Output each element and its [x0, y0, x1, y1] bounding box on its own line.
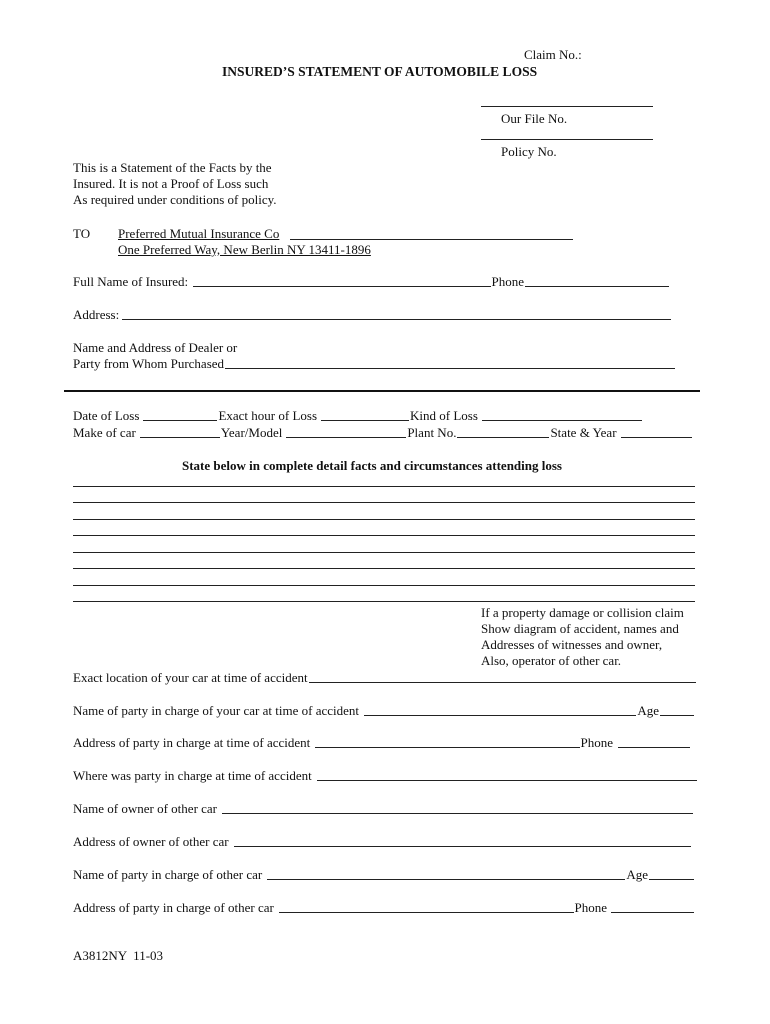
form-title: INSURED’S STATEMENT OF AUTOMOBILE LOSS: [222, 64, 538, 79]
address-row: [73, 307, 672, 323]
details-line-5[interactable]: [73, 552, 695, 553]
party-where-label: Where was party in charge at time of accident: [73, 768, 312, 783]
date-of-loss-field[interactable]: [143, 408, 217, 421]
kind-of-loss-field[interactable]: [482, 408, 642, 421]
insurer-name: Preferred Mutual Insurance Co: [118, 226, 280, 241]
to-label: TO: [73, 226, 91, 241]
party-phone-label: Phone: [580, 735, 613, 750]
party-address-label: Address of party in charge at time of accident: [73, 735, 311, 750]
plant-number-field[interactable]: [457, 425, 549, 438]
dealer-row: [73, 356, 676, 372]
form-code: A3812NY 11-03: [73, 948, 164, 963]
details-line-3[interactable]: [73, 519, 695, 520]
claim-number-label: Claim No.:: [524, 47, 582, 62]
address-label: Address:: [73, 307, 120, 322]
location-label: Exact location of your car at time of accident: [73, 670, 308, 685]
details-line-1[interactable]: [73, 486, 695, 487]
disclaimer-line-3: As required under conditions of policy.: [73, 192, 277, 207]
diagram-note-line-3: Addresses of witnesses and owner,: [481, 637, 663, 652]
make-of-car-field[interactable]: [140, 425, 220, 438]
date-of-loss-label: Date of Loss: [73, 408, 140, 423]
exact-hour-field[interactable]: [321, 408, 409, 421]
party-name-field[interactable]: [364, 703, 636, 716]
other-owner-address-label: Address of owner of other car: [73, 834, 229, 849]
other-owner-name-row: [73, 801, 694, 817]
details-line-4[interactable]: [73, 535, 695, 536]
diagram-note-line-4: Also, operator of other car.: [481, 653, 622, 668]
location-row: [73, 670, 697, 686]
party-address-row: [73, 735, 691, 751]
other-owner-address-field[interactable]: [234, 834, 691, 847]
other-party-name-field[interactable]: [267, 867, 625, 880]
other-owner-name-field[interactable]: [222, 801, 693, 814]
party-name-row: [73, 703, 695, 719]
year-model-label: Year/Model: [220, 425, 283, 440]
other-party-name-label: Name of party in charge of other car: [73, 867, 263, 882]
other-phone-label: Phone: [574, 900, 607, 915]
party-address-field[interactable]: [315, 735, 579, 748]
state-year-label: State & Year: [550, 425, 617, 440]
full-name-row: [73, 274, 670, 290]
full-name-field[interactable]: [193, 274, 490, 287]
disclaimer-line-2: Insured. It is not a Proof of Loss such: [73, 176, 269, 191]
disclaimer-line-1: This is a Statement of the Facts by the: [73, 160, 272, 175]
other-age-label: Age: [626, 867, 648, 882]
insurer-address: One Preferred Way, New Berlin NY 13411-1896: [118, 242, 371, 257]
full-name-label: Full Name of Insured:: [73, 274, 189, 289]
party-where-row: [73, 768, 698, 784]
year-model-field[interactable]: [286, 425, 406, 438]
other-owner-name-label: Name of owner of other car: [73, 801, 218, 816]
party-phone-field[interactable]: [618, 735, 690, 748]
other-owner-address-row: [73, 834, 692, 850]
state-year-field[interactable]: [621, 425, 692, 438]
diagram-note-line-2: Show diagram of accident, names and: [481, 621, 679, 636]
other-party-address-row: [73, 900, 695, 916]
phone-label: Phone: [491, 274, 524, 289]
plant-number-label: Plant No.: [407, 425, 457, 440]
details-line-8[interactable]: [73, 601, 695, 602]
our-file-number-label: Our File No.: [501, 111, 568, 126]
section-divider: [64, 390, 700, 392]
other-party-address-field[interactable]: [279, 900, 574, 913]
address-field[interactable]: [122, 307, 671, 320]
details-heading: State below in complete detail facts and circumstances attending loss: [182, 458, 562, 473]
party-where-field[interactable]: [317, 768, 697, 781]
make-of-car-label: Make of car: [73, 425, 136, 440]
exact-hour-label: Exact hour of Loss: [218, 408, 317, 423]
details-line-6[interactable]: [73, 568, 695, 569]
our-file-number-field[interactable]: [481, 106, 653, 107]
loss-info-row-2: [73, 425, 693, 441]
policy-number-field[interactable]: [481, 139, 653, 140]
other-party-address-label: Address of party in charge of other car: [73, 900, 274, 915]
other-party-name-row: [73, 867, 695, 883]
age-label: Age: [637, 703, 659, 718]
age-field[interactable]: [660, 703, 694, 716]
dealer-label-line-1: Name and Address of Dealer or: [73, 340, 238, 355]
other-phone-field[interactable]: [611, 900, 694, 913]
details-line-2[interactable]: [73, 502, 695, 503]
insurer-name-line: [290, 239, 573, 240]
details-line-7[interactable]: [73, 585, 695, 586]
dealer-label-line-2: Party from Whom Purchased: [73, 356, 225, 371]
loss-info-row-1: [73, 408, 643, 424]
phone-field[interactable]: [525, 274, 669, 287]
location-field[interactable]: [309, 670, 696, 683]
other-age-field[interactable]: [649, 867, 694, 880]
diagram-note-line-1: If a property damage or collision claim: [481, 605, 684, 620]
kind-of-loss-label: Kind of Loss: [410, 408, 478, 423]
party-name-label: Name of party in charge of your car at time of accident: [73, 703, 359, 718]
policy-number-label: Policy No.: [501, 144, 557, 159]
dealer-field[interactable]: [225, 356, 675, 369]
